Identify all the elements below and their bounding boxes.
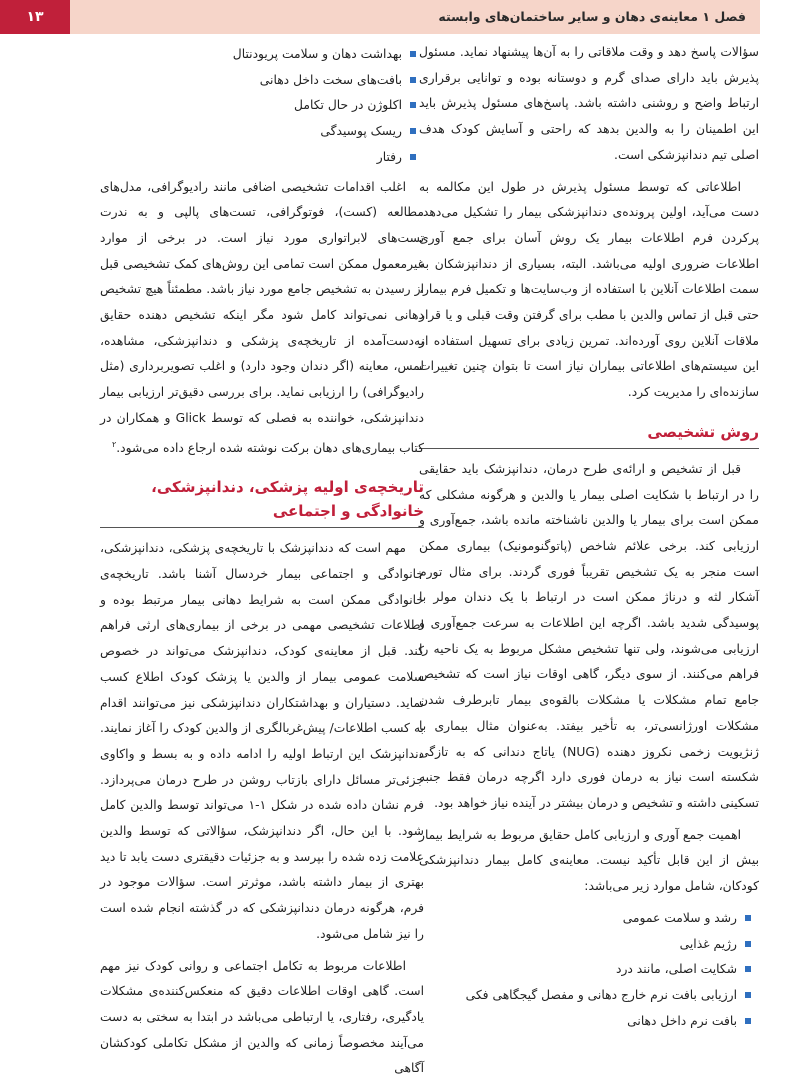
reference-marker: ۲ — [111, 439, 117, 449]
paragraph: اطلاعاتی که توسط مسئول پذیرش در طول این مکالمه به دست می‌آید، اولین پرونده‌ی دندانپزشکی بیمار را تشکیل می‌دهد. پرکردن فرم اطلاعات بیمار یک روش آسان برای جمع آوری اطلاعات ضروری اولیه می‌باشد. البته، بسیاری از دندانپزشکان به سمت اطلاعات آنلاین با استفاده از وب‌سایت‌ها و تکمیل فرم بیمار، حتی قبل از تماس والدین با مطب برای گرفتن وقت قبلی و یا قرار ملاقات آنلاین روی آورده‌اند. تمرین زیادی برای تسهیل استفاده از این سیستم‌های اطلاعاتی بیماران نیاز است تا بتوان چنین تغییرات سازنده‌ای را مدیریت کرد. — [419, 179, 759, 400]
list-item-text: رشد و سلامت عمومی — [622, 910, 737, 925]
section-heading-diagnosis: روش تشخیصی — [419, 420, 759, 449]
list-item-text: بافت‌های سخت داخل دهانی — [259, 72, 402, 87]
square-bullet-icon — [410, 77, 416, 83]
square-bullet-icon — [745, 992, 751, 998]
list-item — [100, 119, 416, 145]
exam-items-list — [419, 906, 759, 1035]
square-bullet-icon — [745, 941, 751, 947]
paragraph: سؤالات پاسخ دهد و وقت ملاقاتی را به آن‌ها پیشنهاد نماید. مسئول پذیرش باید دارای صدای گرم و دوستانه بوده و توانایی برقراری ارتباط واضح و روشنی داشته باشد. پاسخ‌های مسئول پذیرش باید این اطمینان را به والدین بدهد که راحتی و آسایش کودک هدف اصلی تیم دندانپزشکی است. — [419, 45, 759, 162]
running-header — [0, 0, 760, 34]
chapter-title: فصل ۱ معاینه‌ی دهان و سایر ساختمان‌های وابسته — [438, 9, 746, 24]
list-item-text: رژیم غذایی — [679, 936, 737, 951]
list-item-text: بهداشت دهان و سلامت پریودنتال — [232, 47, 402, 61]
section-heading-history: تاریخچه‌ی اولیه پزشکی، دندانپزشکی، خانوادگی و اجتماعی — [100, 475, 424, 528]
list-item — [419, 983, 751, 1009]
list-item — [100, 42, 416, 68]
exam-items-list-continued — [100, 42, 424, 171]
paragraph: اهمیت جمع آوری و ارزیابی کامل حقایق مربوط به شرایط بیمار بیش از این قابل تأکید نیست. معاینه‌ی کامل بیمار دندانپزشکی کودکان، شامل موارد زیر می‌باشد: — [419, 827, 759, 894]
list-item — [100, 145, 416, 171]
paragraph-text: اغلب اقدامات تشخیصی اضافی مانند رادیوگرافی، مدل‌های مطالعه (کست)، فوتوگرافی، تست‌های پالپی و به ندرت تست‌های لابراتواری مورد نیاز است. در برخی از موارد غیرمعمول ممکن است تمامی این روش‌های کمک تشخیصی قبل از رسیدن به تشخیص جامع مورد نیاز باشد. مطمئناً هیچ تشخیص دهانی نمی‌تواند کامل شود مگر اینکه تشخیص دهنده حقایق به‌دست‌آمده از تاریخچه‌ی پزشکی و دندانپزشکی، مشاهده، لمس، معاینه (اگر دندان وجود دارد) و اغلب تصویربرداری (مثل رادیوگرافی) را ارزیابی نماید. برای بررسی دقیق‌تر ارزیابی بیمار دندانپزشکی، خواننده به فصلی که توسط Glick و همکاران در کتاب بیماری‌های دهان برکت نوشته شده ارجاع داده می‌شود. — [100, 179, 424, 455]
square-bullet-icon — [410, 51, 416, 57]
right-column — [419, 40, 759, 1038]
list-item-text: اکلوژن در حال تکامل — [294, 98, 402, 113]
square-bullet-icon — [745, 1018, 751, 1024]
square-bullet-icon — [410, 128, 416, 134]
list-item — [100, 93, 416, 119]
list-item-text: بافت نرم داخل دهانی — [627, 1013, 737, 1028]
list-item-text: رفتار — [376, 149, 402, 164]
paragraph: مهم است که دندانپزشک با تاریخچه‌ی پزشکی، دندانپزشکی، خانوادگی و اجتماعی بیمار خردسال آشنا باشد. تاریخچه‌ی خانوادگی ممکن است به شرایط دهانی بیمار مرتبط بوده و اطلاعات تشخیصی مهمی در برخی از بیماری‌های ارثی فراهم کند. قبل از معاینه‌ی کودک، دندانپزشک می‌تواند در خصوص سلامت عمومی بیمار از والدین یا پزشک کودک اطلاع کسب نماید. دستیاران و بهداشتکاران دندانپزشکی نیز می‌توانند اقدام به کسب اطلاعات/ پیش‌غربالگری از والدین کودک را آغاز نمایند. دندانپزشک این ارتباط اولیه را ادامه داده و به بسط و واکاوی جزئی‌تر مسائل دارای بازتاب روشن در طرح درمان می‌پردازد. فرم نشان داده شده در شکل ۱-۱ می‌تواند توسط والدین کامل شود. با این حال، اگر دندانپزشک، سؤالاتی که توسط والدین علامت زده شده را بپرسد و به جزئیات دقیقتری دست یابد تا دید بهتری از بیمار داشته باشد، موثرتر است. سؤالات موجود در فرم، هرگونه درمان دندانپزشکی که در گذشته انجام شده است را نیز شامل می‌شود. — [100, 541, 425, 941]
left-column — [100, 40, 424, 1088]
list-item-text: شکایت اصلی، مانند درد — [615, 962, 737, 977]
paragraph: اطلاعات مربوط به تکامل اجتماعی و روانی کودک نیز مهم است. گاهی اوقات اطلاعات دقیق که منعکس‌کننده‌ی مشکلات یادگیری، رفتاری، یا ارتباطی می‌باشد در ابتدا به سختی به دست می‌آیند مخصوصاً زمانی که والدین از مشکل تکاملی کودکشان آگاهی — [100, 958, 424, 1076]
paragraph — [100, 175, 424, 462]
list-item — [419, 906, 751, 932]
page-number: ۱۳ — [0, 0, 70, 34]
list-item — [419, 932, 751, 958]
list-item — [419, 1009, 751, 1035]
square-bullet-icon — [410, 154, 416, 160]
list-item-text: ارزیابی بافت نرم خارج دهانی و مفصل گیجگاهی فکی — [465, 987, 737, 1002]
list-item — [100, 68, 416, 94]
list-item-text: ریسک پوسیدگی — [320, 124, 402, 139]
square-bullet-icon — [410, 102, 416, 108]
paragraph: قبل از تشخیص و ارائه‌ی طرح درمان، دندانپزشک باید حقایقی را در ارتباط با شکایت اصلی بیمار یا والدین و هرگونه مشکلی که ممکن است برای بیمار یا والدین ناشناخته مانده باشد، جمع‌آوری و ارزیابی کند. برخی علائم شاخص (پاتوگنومونیک) بیماری ممکن است منجر به یک تشخیص تقریباً فوری گردند. برای مثال تورم آشکار لثه و درناژ ممکن است در ارتباط با یک دندان مولر با پوسیدگی شدید باشد. اگرچه این اطلاعات به سرعت جمع‌آوری و ارزیابی می‌شوند، ولی تنها تشخیص مشکل مربوط به یک ناحیه را فراهم می‌کنند. از سوی دیگر، گاهی اوقات نیاز است که تشخیص جامع تمام مشکلات یا مشکلات بالقوه‌ی بیمار تابرطرف شدن مشکلات اورژانسی‌تر، به تأخیر بیفتد. به‌عنوان مثال بیماری با ژنژیویت زخمی نکروز دهنده (NUG) یاتاج دندانی که به تازگی شکسته است نیاز به درمان فوری دارد اگرچه درمان فقط جنبه تسکینی داشته و تشخیص و درمان بیشتر در آینده نیاز خواهد بود. — [419, 461, 759, 810]
square-bullet-icon — [745, 915, 751, 921]
square-bullet-icon — [745, 966, 751, 972]
list-item — [419, 957, 751, 983]
